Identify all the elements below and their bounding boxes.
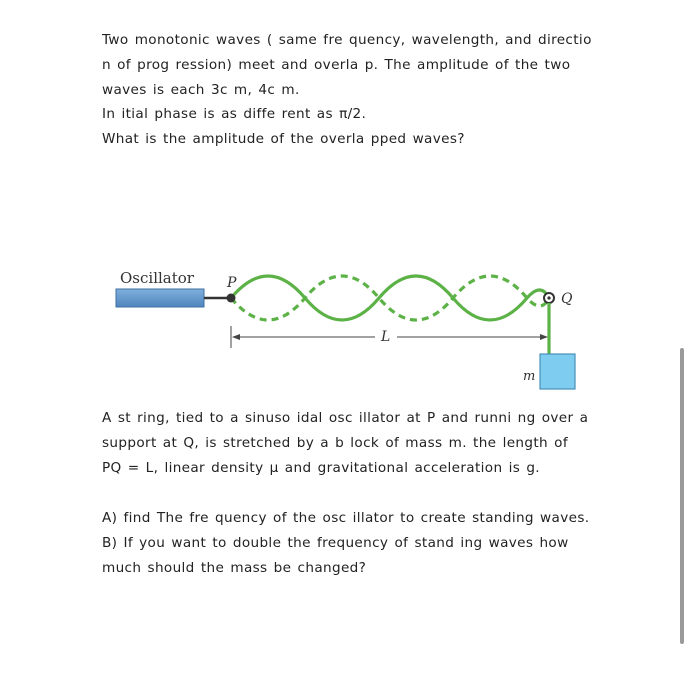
pulley-hub: [547, 296, 550, 299]
problem-2-text: [102, 406, 596, 480]
length-label: L: [381, 329, 391, 345]
text-line: A st ring, tied to a sinuso idal osc illator at P and runni ng over a: [102, 410, 589, 426]
questions-text: [102, 506, 596, 580]
text-line: much should the mass be changed?: [102, 559, 367, 576]
problem-1-text: [102, 28, 596, 152]
oscillator-block: [116, 289, 204, 307]
text-line: support at Q, is stretched by a b lock of mass m. the length of: [102, 434, 568, 451]
text-line: waves is each 3c m, 4c m.: [102, 81, 300, 98]
dimension-arrow-right: [540, 334, 548, 340]
scrollbar[interactable]: [680, 348, 684, 644]
point-p-label: P: [227, 275, 237, 291]
mass-label: m: [523, 369, 536, 384]
wave-dashed: [231, 276, 549, 320]
mass-block: [540, 354, 575, 389]
text-line: Two monotonic waves ( same fre quency, wavelength, and directio: [102, 32, 592, 48]
point-q-label: Q: [561, 291, 573, 307]
text-line: PQ = L, linear density μ and gravitational acceleration is g.: [102, 459, 540, 476]
dimension-arrow-left: [232, 334, 240, 340]
text-line: What is the amplitude of the overla pped waves?: [102, 131, 465, 148]
text-line: n of prog ression) meet and overla p. The amplitude of the two: [102, 56, 571, 73]
wave-solid: [231, 276, 549, 320]
text-line: In itial phase is as diffe rent as π/2.: [102, 106, 367, 123]
text-line: B) If you want to double the frequency of stand ing waves how: [102, 534, 569, 551]
oscillator-label: Oscillator: [120, 269, 194, 287]
standing-wave-figure: [110, 262, 590, 394]
point-p: [227, 294, 236, 303]
text-line: A) find The fre quency of the osc illator to create standing waves.: [102, 510, 590, 526]
